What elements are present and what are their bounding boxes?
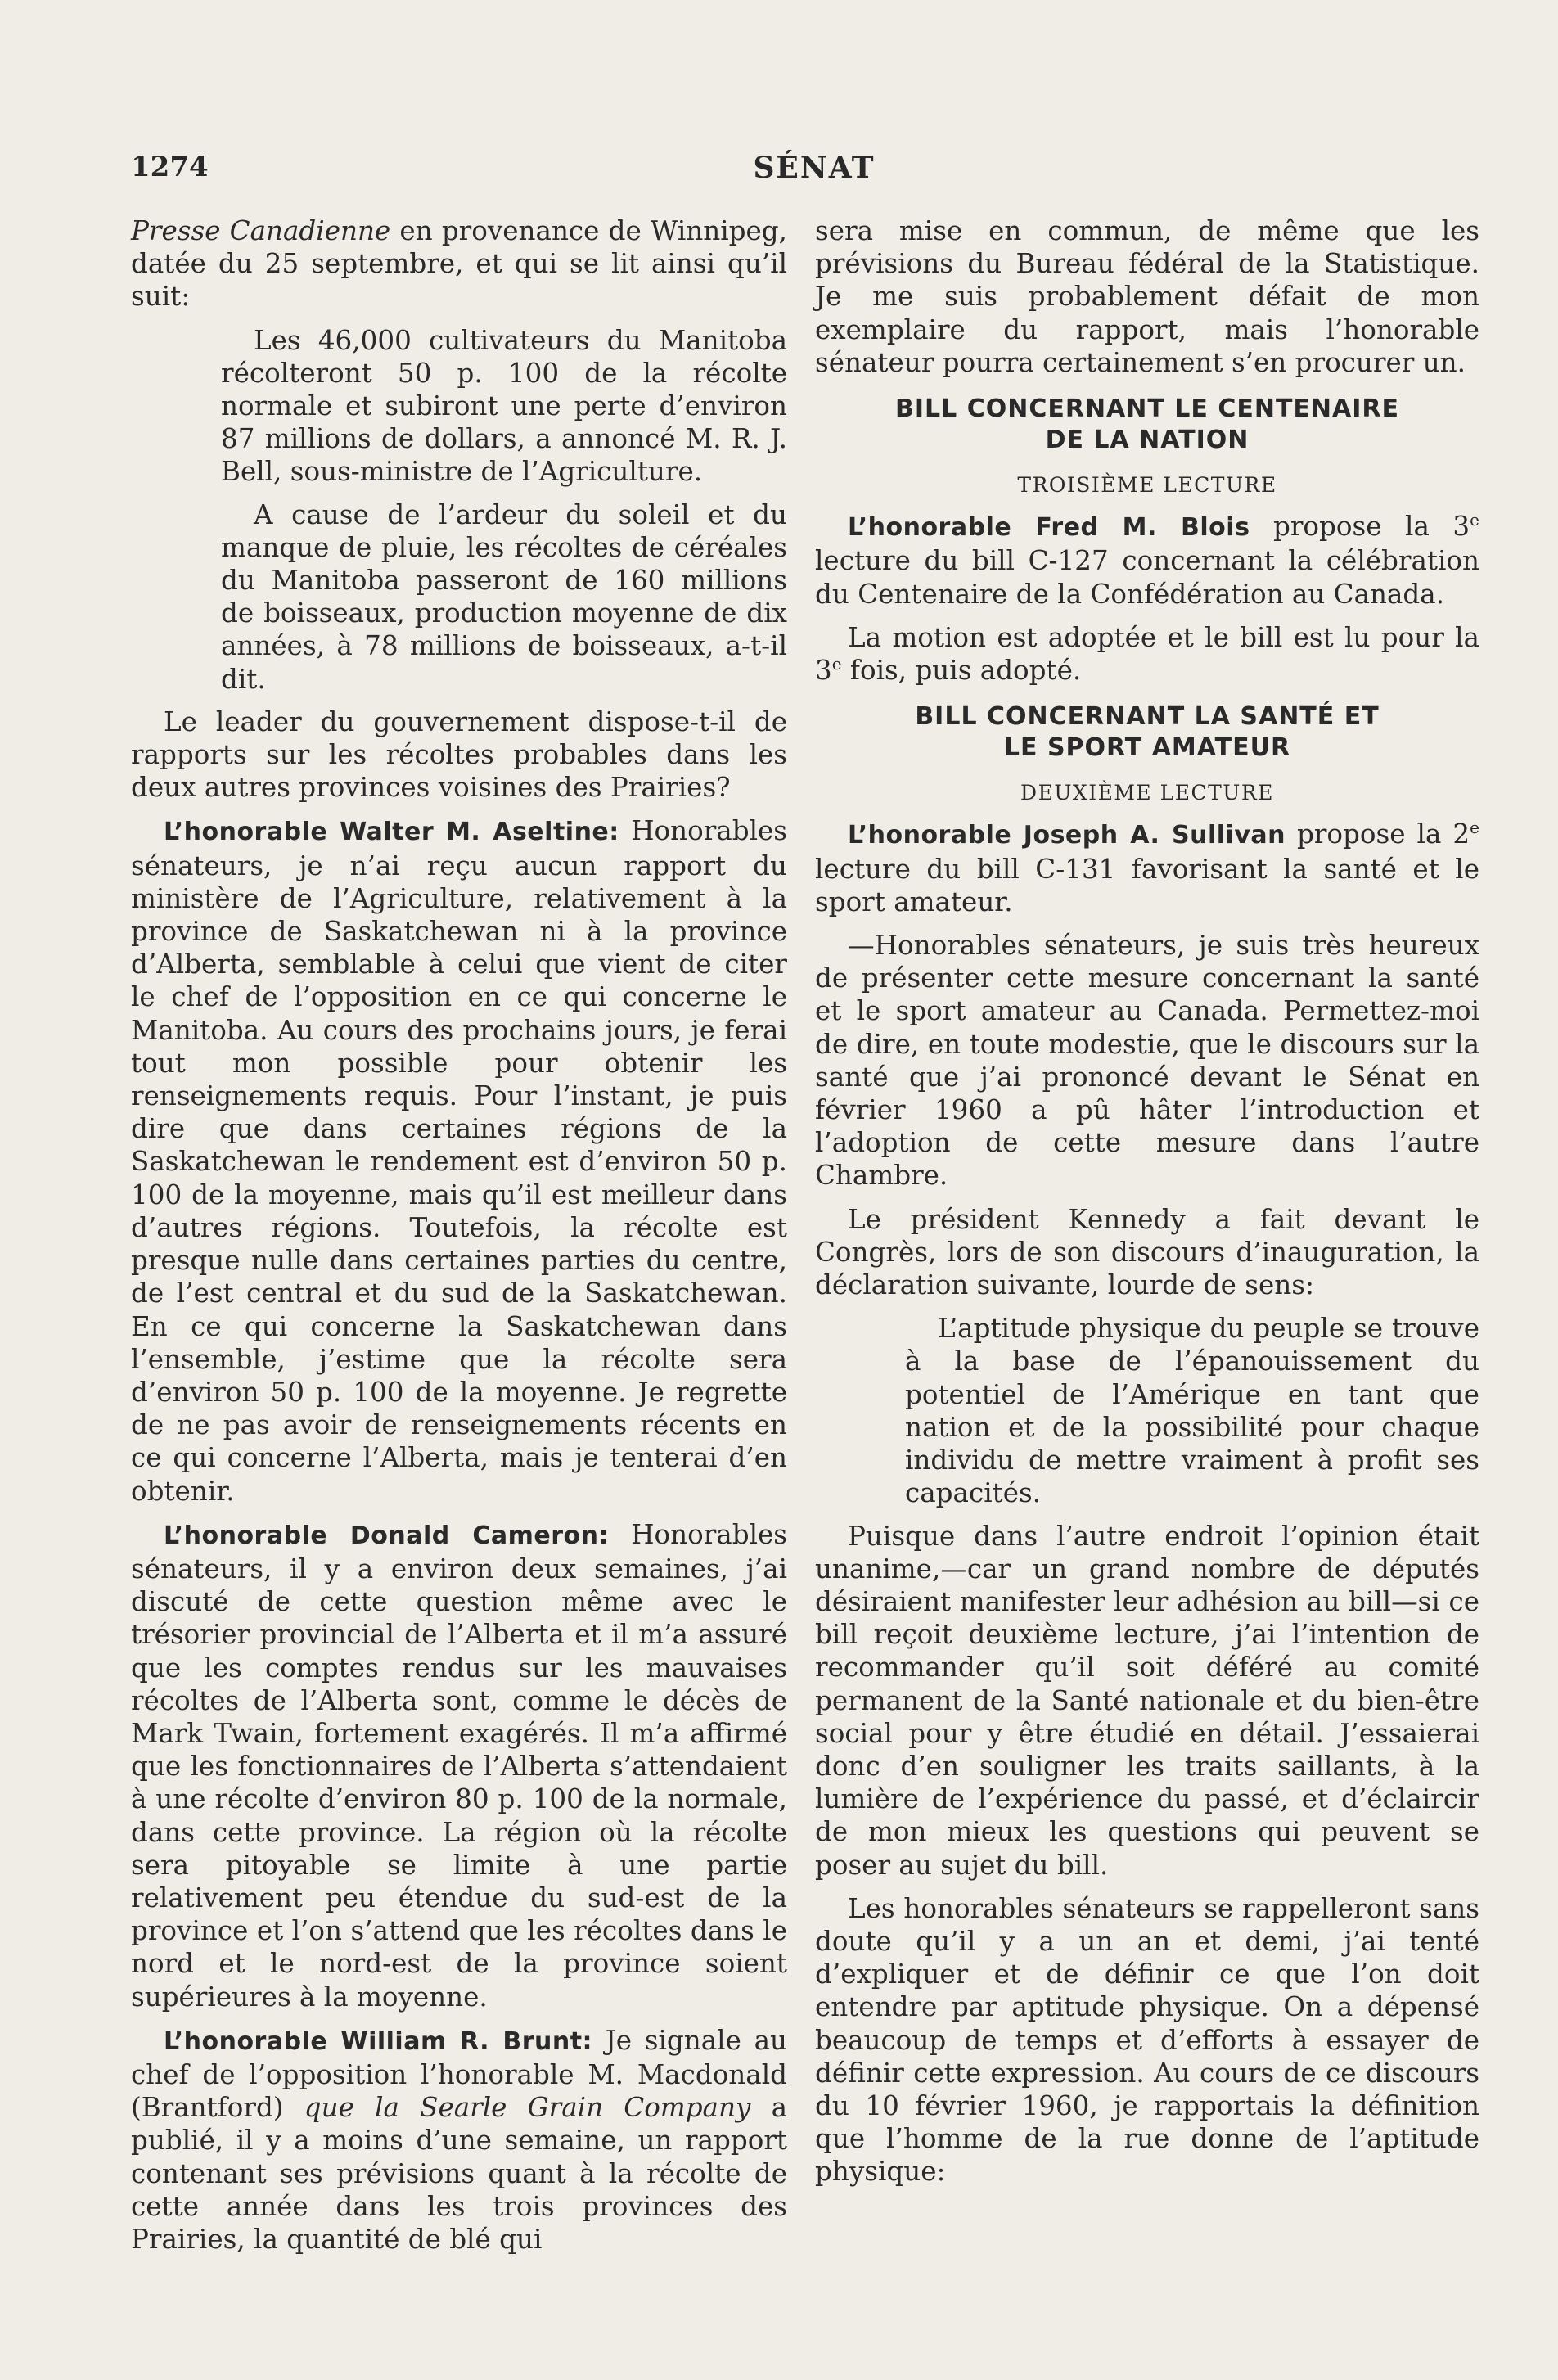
speech [815, 510, 1479, 611]
paragraph: Puisque dans l’autre endroit l’opinion était unanime,—car un grand nombre de députés désiraient manifester leur adhésion au bill—si ce bill reçoit deuxième lecture, j’ai l’intention de recommander qu’il soit déféré au comité permanent de la Santé nationale et du bien-être social pour y être étudié en détail. J’essaierai donc d’en souligner les traits saillants, à la lumière de l’expérience du passé, et d’éclaircir de mon mieux les questions qui peuvent se poser au sujet du bill. [815, 1520, 1479, 1881]
heading-line: BILL CONCERNANT LA SANTÉ ET [915, 702, 1380, 732]
superscript: e [831, 654, 842, 674]
speech-italic: que la Searle Grain Company [304, 2092, 751, 2124]
speech-text: propose la 2 [1285, 818, 1470, 850]
speaker-name: L’honorable Donald Cameron: [164, 1521, 610, 1550]
paragraph-text: en provenance de Winnipeg, datée du 25 septembre, et qui se lit ainsi qu’il suit: [131, 215, 787, 313]
paragraph [131, 214, 787, 313]
page-number: 1274 [131, 151, 209, 183]
speech-text: propose la 3 [1250, 511, 1470, 543]
section-heading [815, 701, 1479, 764]
paragraph-text: fois, puis adopté. [841, 655, 1082, 687]
speaker-name: L’honorable Fred M. Blois [848, 513, 1250, 543]
speaker-name: L’honorable William R. Brunt: [164, 2026, 593, 2056]
section-subheading: TROISIÈME LECTURE [1017, 473, 1277, 498]
speech-text: Je signale au chef de l’opposition l’honorable M. Macdonald (Brantford) [131, 2024, 787, 2124]
paragraph: sera mise en commun, de même que les prévisions du Bureau fédéral de la Statistique. Je me suis probablement défait de mon exemplaire du rapport, mais l’honorable sénateur pourra certainement s’en procurer un. [815, 215, 1479, 378]
paragraph [815, 621, 1479, 687]
speech [131, 814, 787, 1507]
heading-line: LE SPORT AMATEUR [1003, 733, 1291, 763]
speech-text: lecture du bill C-127 concernant la célébration du Centenaire de la Confédération au Canada. [815, 545, 1479, 610]
running-title: SÉNAT [753, 151, 876, 185]
speech [131, 1518, 787, 2013]
speech-text: lecture du bill C-131 favorisant la santé et le sport amateur. [815, 853, 1479, 917]
block-quote: L’aptitude physique du peuple se trouve à la base de l’épanouissement du potentiel de l’Amérique en tant que nation et de la possibilité pour chaque individu de mettre vraiment à profit ses capacités. [905, 1313, 1479, 1509]
right-column [815, 214, 1479, 2199]
section-heading [815, 394, 1479, 456]
heading-line: DE LA NATION [1045, 426, 1250, 455]
block-quote: A cause de l’ardeur du soleil et du manque de pluie, les récoltes de céréales du Manitoba passeront de 160 millions de boisseaux, production moyenne de dix années, à 78 millions de boisseaux, a-t-il dit. [221, 498, 787, 695]
speech-text: a publié, il y a moins d’une semaine, un rapport contenant ses prévisions quant à la récolte de cette année dans les trois provinces des Prairies, la quantité de blé qui [131, 2092, 787, 2255]
paragraph: Les honorables sénateurs se rappelleront sans doute qu’il y a un an et demi, j’ai tenté d’expliquer et de définir ce que l’on doit entendre par aptitude physique. On a dépensé beaucoup de temps et d’efforts à essayer de définir cette expression. Au cours de ce discours du 10 février 1960, je rapportais la définition que l’homme de la rue donne de l’aptitude physique: [815, 1892, 1479, 2188]
superscript: e [1470, 818, 1479, 838]
page-header [131, 151, 1497, 192]
speech-text: Honorables sénateurs, je n’ai reçu aucun rapport du ministère de l’Agriculture, relativement à la province de Saskatchewan ni à la province d’Alberta, semblable à celui que vient de citer le chef de l’opposition en ce qui concerne le Manitoba. Au cours des prochains jours, je ferai tout mon possible pour obtenir les renseignements requis. Pour l’instant, je puis dire que dans certaines régions de la Saskatchewan le rendement est d’environ 50 p. 100 de la moyenne, mais qu’il est meilleur dans d’autres régions. Toutefois, la récolte est presque nulle dans certaines parties du centre, de l’est central et du sud de la Saskatchewan. En ce qui concerne la Saskatchewan dans l’ensemble, j’estime que la récolte sera d’environ 50 p. 100 de la moyenne. Je regrette de ne pas avoir de renseignements récents en ce qui concerne l’Alberta, mais je tenterai d’en obtenir. [131, 815, 787, 1507]
paragraph: —Honorables sénateurs, je suis très heureux de présenter cette mesure concernant la santé et le sport amateur au Canada. Permettez-moi de dire, en toute modestie, que le discours sur la santé que j’ai prononcé devant le Sénat en février 1960 a pû hâter l’introduction et l’adoption de cette mesure dans l’autre Chambre. [815, 930, 1479, 1192]
speaker-name: L’honorable Joseph A. Sullivan [848, 821, 1286, 850]
left-column [131, 214, 787, 2266]
paragraph: Le président Kennedy a fait devant le Congrès, lors de son discours d’inauguration, la déclaration suivante, lourde de sens: [815, 1203, 1479, 1301]
section-subheading: DEUXIÈME LECTURE [1020, 781, 1274, 805]
paragraph-text: La motion est adoptée et le bill est lu pour la 3 [815, 621, 1479, 687]
speech [815, 818, 1479, 918]
superscript: e [1470, 510, 1479, 530]
publication-name: Presse Canadienne [131, 215, 391, 246]
speech [131, 2024, 787, 2256]
block-quote: Les 46,000 cultivateurs du Manitoba récolteront 50 p. 100 de la récolte normale et subiront une perte d’environ 87 millions de dollars, a annoncé M. R. J. Bell, sous-ministre de l’Agriculture. [221, 324, 787, 488]
paragraph: Le leader du gouvernement dispose-t-il de rapports sur les récoltes probables dans les deux autres provinces voisines des Prairies? [131, 705, 787, 804]
speech-text: Honorables sénateurs, il y a environ deux semaines, j’ai discuté de cette question même avec le trésorier provincial de l’Alberta et il m’a assuré que les comptes rendus sur les mauvaises récoltes de l’Alberta sont, comme le décès de Mark Twain, fortement exagérés. Il m’a affirmé que les fonctionnaires de l’Alberta s’attendaient à une récolte d’environ 80 p. 100 de la normale, dans cette province. La région où la récolte sera pitoyable se limite à une partie relativement peu étendue du sud-est de la province et l’on s’attend que les récoltes dans le nord et le nord-est de la province soient supérieures à la moyenne. [131, 1518, 787, 2013]
heading-line: BILL CONCERNANT LE CENTENAIRE [895, 394, 1399, 424]
speaker-name: L’honorable Walter M. Aseltine: [164, 818, 619, 847]
